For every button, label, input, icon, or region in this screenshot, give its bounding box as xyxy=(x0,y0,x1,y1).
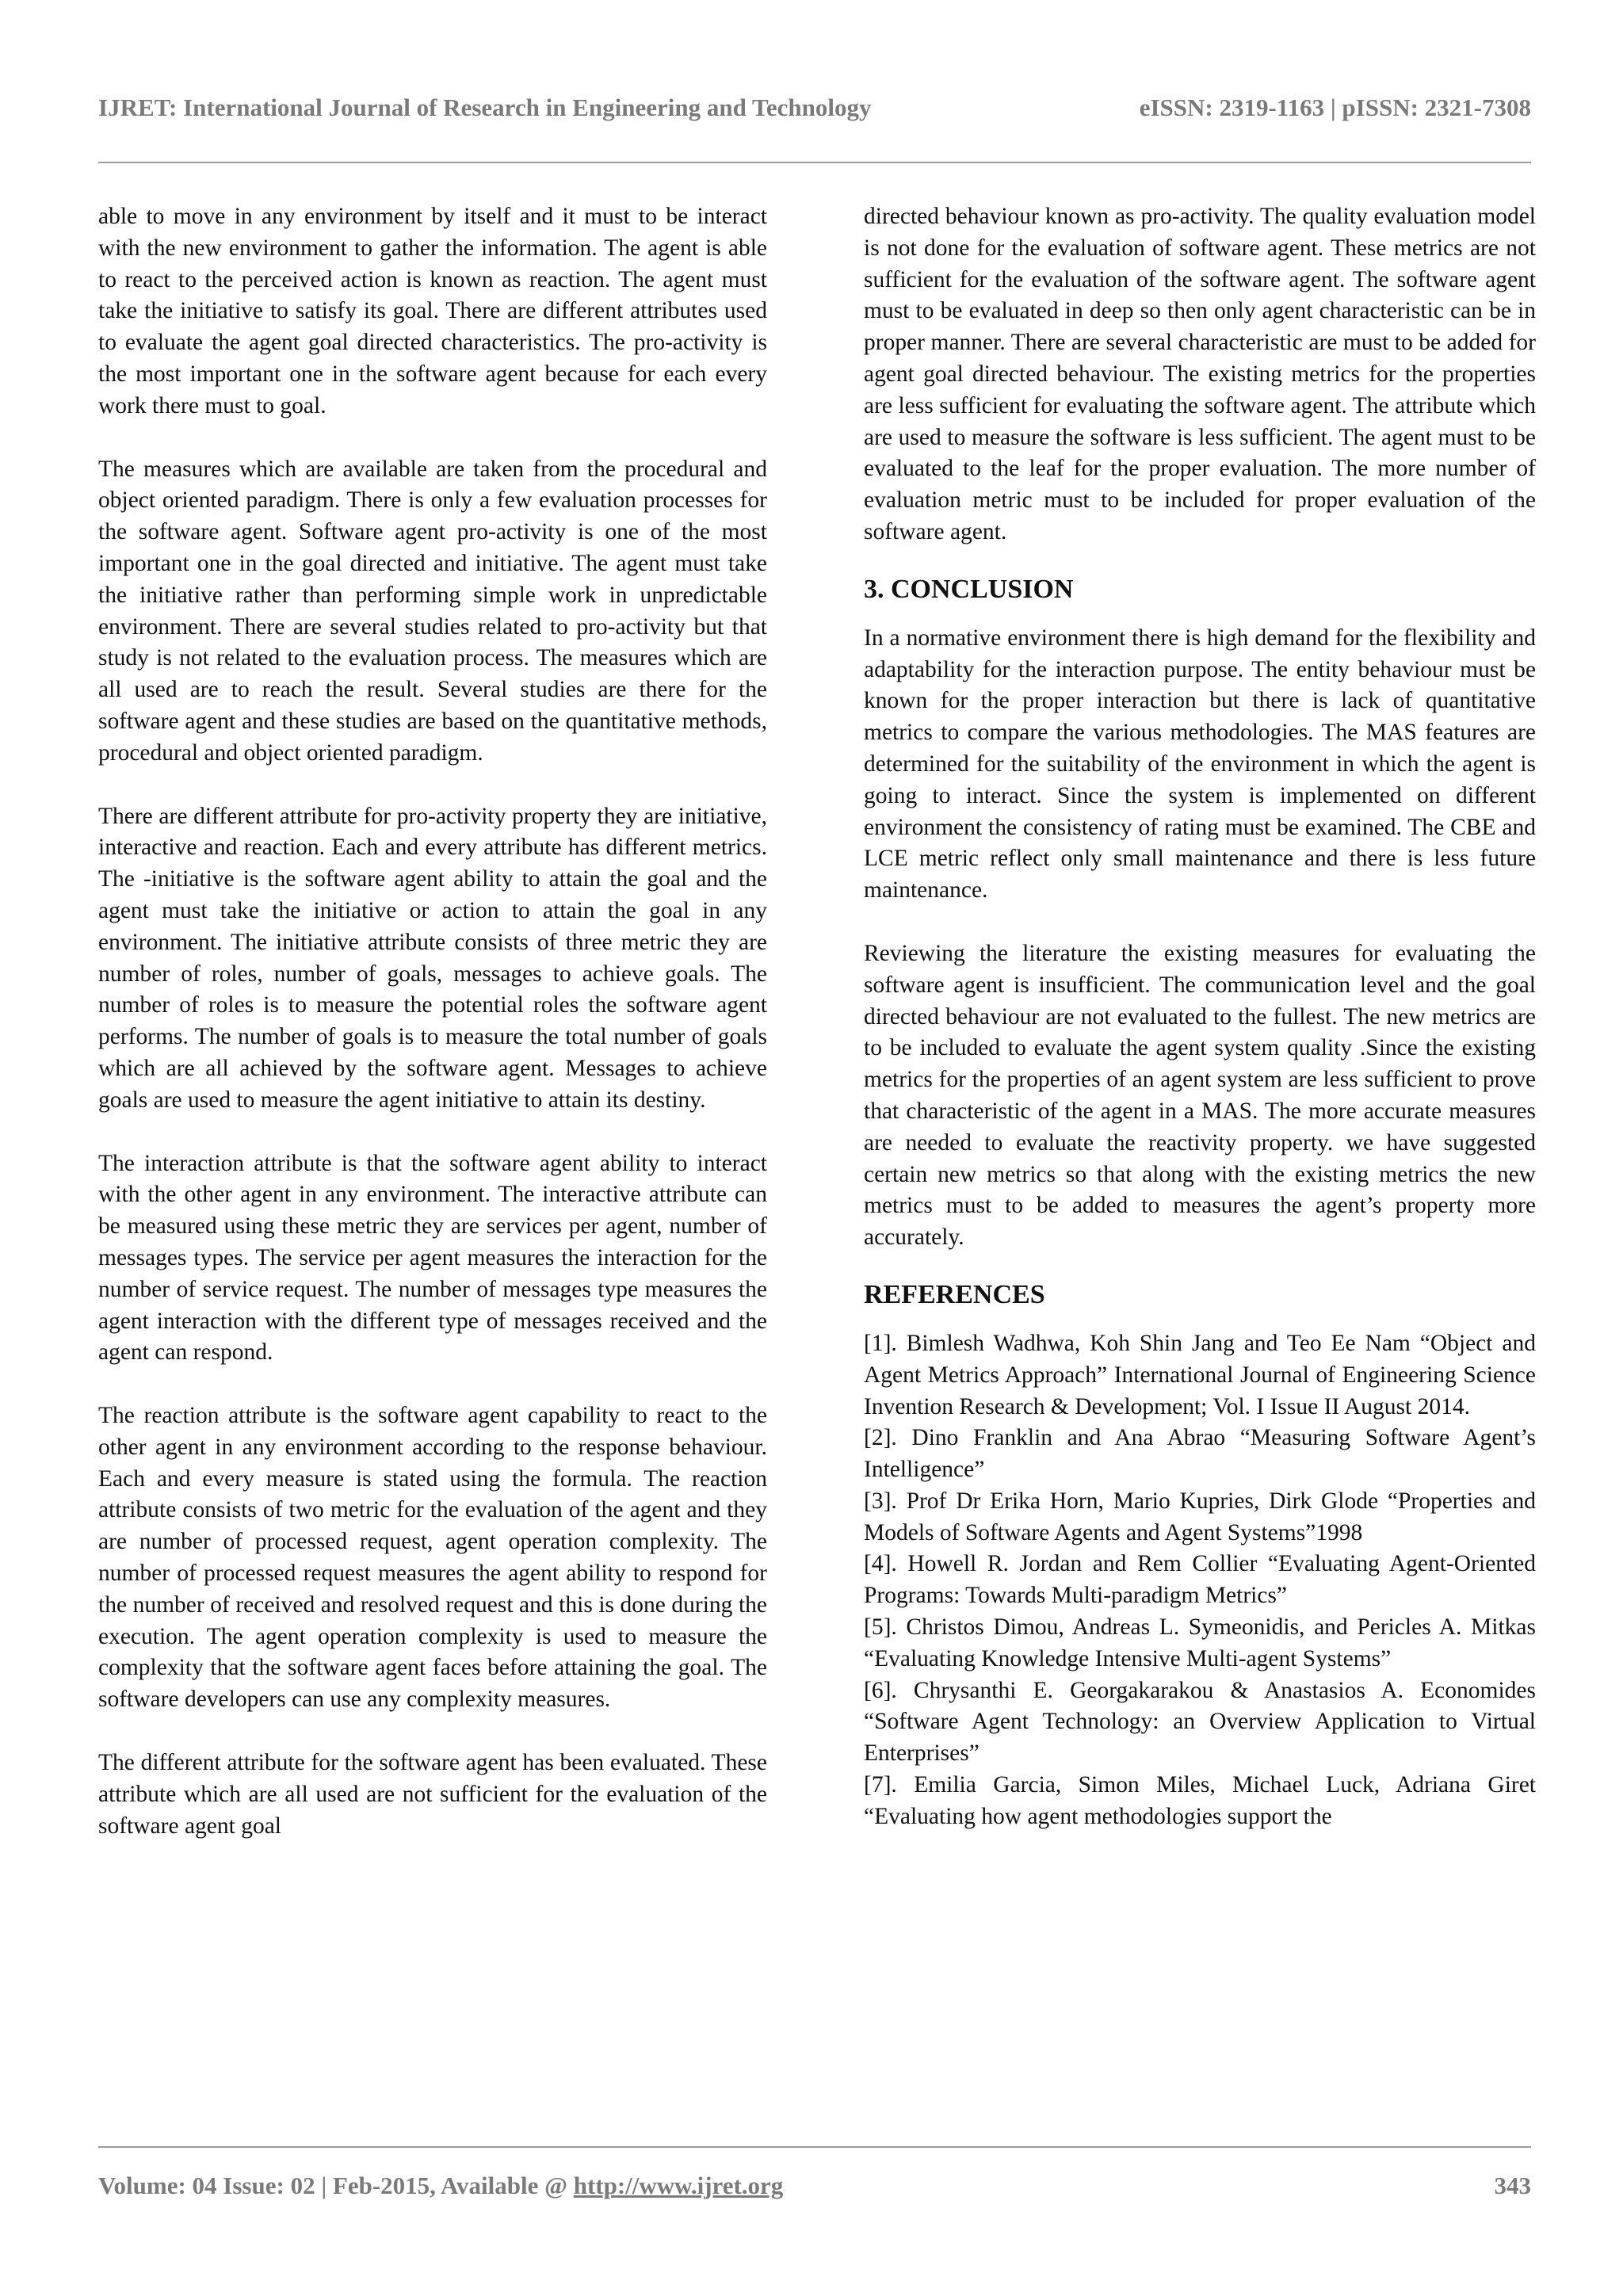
reference-item: [1]. Bimlesh Wadhwa, Koh Shin Jang and Teo Ee Nam “Object and Agent Metrics Approach” International Journal of Engineering Science Invention Research & Development; Vol. I Issue II August 2014. xyxy=(864,1330,1536,1419)
footer-volume-text: Volume: 04 Issue: 02 | Feb-2015, Available @ xyxy=(98,2172,574,2199)
page-number: 343 xyxy=(1494,2172,1531,2199)
journal-link[interactable]: http://www.ijret.org xyxy=(573,2172,784,2199)
paragraph: The reaction attribute is the software agent capability to react to the other agent in any environment according to the response behaviour. Each and every measure is stated using the formula. The reaction attribute consists of two metric for the evaluation of the agent and they are number of processed request, agent operation complexity. The number of processed request measures the agent ability to respond for the number of received and resolved request and this is done during the execution. The agent operation complexity is used to measure the complexity that the software agent faces before attaining the goal. The software developers can use any complexity measures. xyxy=(98,1403,767,1713)
reference-item: [4]. Howell R. Jordan and Rem Collier “Evaluating Agent-Oriented Programs: Towards Multi-paradigm Metrics” xyxy=(864,1551,1536,1609)
journal-title: IJRET: International Journal of Research in Engineering and Technology xyxy=(98,94,872,121)
section-heading-references: REFERENCES xyxy=(864,1279,1045,1309)
section-heading-conclusion: 3. CONCLUSION xyxy=(864,574,1074,604)
paragraph: The interaction attribute is that the software agent ability to interact with the other agent in any environment. The interactive attribute can be measured using these metric they are services per agent, number of messages types. The service per agent measures the interaction for the number of service request. The number of messages type measures the agent interaction with the different type of messages received and the agent can respond. xyxy=(98,1150,767,1366)
reference-item: [6]. Chrysanthi E. Georgakarakou & Anastasios A. Economides “Software Agent Technology: an Overview Application to Virtual Enterprises” xyxy=(864,1677,1536,1767)
issn-text: eISSN: 2319-1163 | pISSN: 2321-7308 xyxy=(1139,94,1531,121)
reference-item: [7]. Emilia Garcia, Simon Miles, Michael Luck, Adriana Giret “Evaluating how agent methodologies support the xyxy=(864,1772,1536,1829)
page-header xyxy=(98,94,1531,135)
paragraph: The different attribute for the software agent has been evaluated. These attribute which are all used are not sufficient for the evaluation of the software agent goal xyxy=(98,1750,767,1839)
header-divider xyxy=(98,162,1531,163)
reference-item: [3]. Prof Dr Erika Horn, Mario Kupries, Dirk Glode “Properties and Models of Software Agents and Agent Systems”1998 xyxy=(864,1488,1536,1545)
paragraph: The measures which are available are taken from the procedural and object oriented paradigm. There is only a few evaluation processes for the software agent. Software agent pro-activity is one of the most important one in the goal directed and initiative. The agent must take the initiative rather than performing simple work in unpredictable environment. There are several studies related to pro-activity but that study is not related to the evaluation process. The measures which are all used are to reach the result. Several studies are there for the software agent and these studies are based on the quantitative methods, procedural and object oriented paradigm. xyxy=(98,456,767,766)
right-column xyxy=(864,201,1536,1833)
footer-divider xyxy=(98,2146,1531,2148)
footer-volume xyxy=(98,2172,783,2200)
paragraph: able to move in any environment by itself and it must to be interact with the new environment to gather the information. The agent is able to react to the perceived action is known as reaction. The agent must take the initiative to satisfy its goal. There are different attributes used to evaluate the agent goal directed characteristics. The pro-activity is the most important one in the software agent because for each every work there must to goal. xyxy=(98,204,767,418)
paragraph: directed behaviour known as pro-activity. The quality evaluation model is not done for the evaluation of software agent. These metrics are not sufficient for the evaluation of the software agent. The software agent must to be evaluated in deep so then only agent characteristic can be in proper manner. There are several characteristic are must to be added for agent goal directed behaviour. The existing metrics for the properties are less sufficient for evaluating the software agent. The attribute which are used to measure the software is less sufficient. The agent must to be evaluated to the leaf for the proper evaluation. The more number of evaluation metric must to be included for proper evaluation of the software agent. xyxy=(864,204,1536,544)
paragraph: There are different attribute for pro-activity property they are initiative, interactive and reaction. Each and every attribute has different metrics. The -initiative is the software agent ability to attain the goal and the agent must take the initiative or action to attain the goal in any environment. The initiative attribute consists of three metric they are number of roles, number of goals, messages to achieve goals. The number of roles is to measure the potential roles the software agent performs. The number of goals is to measure the total number of goals which are all achieved by the software agent. Messages to achieve goals are used to measure the agent initiative to attain its destiny. xyxy=(98,803,767,1113)
reference-item: [5]. Christos Dimou, Andreas L. Symeonidis, and Pericles A. Mitkas “Evaluating Knowledge Intensive Multi-agent Systems” xyxy=(864,1614,1536,1671)
page-footer xyxy=(98,2172,1531,2200)
left-column xyxy=(98,201,767,1874)
paragraph: In a normative environment there is high demand for the flexibility and adaptability for the interaction purpose. The entity behaviour must be known for the proper interaction but there is lack of quantitative metrics to compare the various methodologies. The MAS features are determined for the suitability of the environment in which the agent is going to interact. Since the system is implemented on different environment the consistency of rating must be examined. The CBE and LCE metric reflect only small maintenance and there is less future maintenance. xyxy=(864,625,1536,904)
reference-item: [2]. Dino Franklin and Ana Abrao “Measuring Software Agent’s Intelligence” xyxy=(864,1425,1536,1483)
paragraph: Reviewing the literature the existing measures for evaluating the software agent is insufficient. The communication level and the goal directed behaviour are not evaluated to the fullest. The new metrics are to be included to evaluate the agent system quality .Since the existing metrics for the properties of an agent system are less sufficient to prove that characteristic of the agent in a MAS. The more accurate measures are needed to evaluate the reactivity property. we have suggested certain new metrics so that along with the existing metrics the new metrics must to be added to measures the agent’s property more accurately. xyxy=(864,940,1536,1251)
